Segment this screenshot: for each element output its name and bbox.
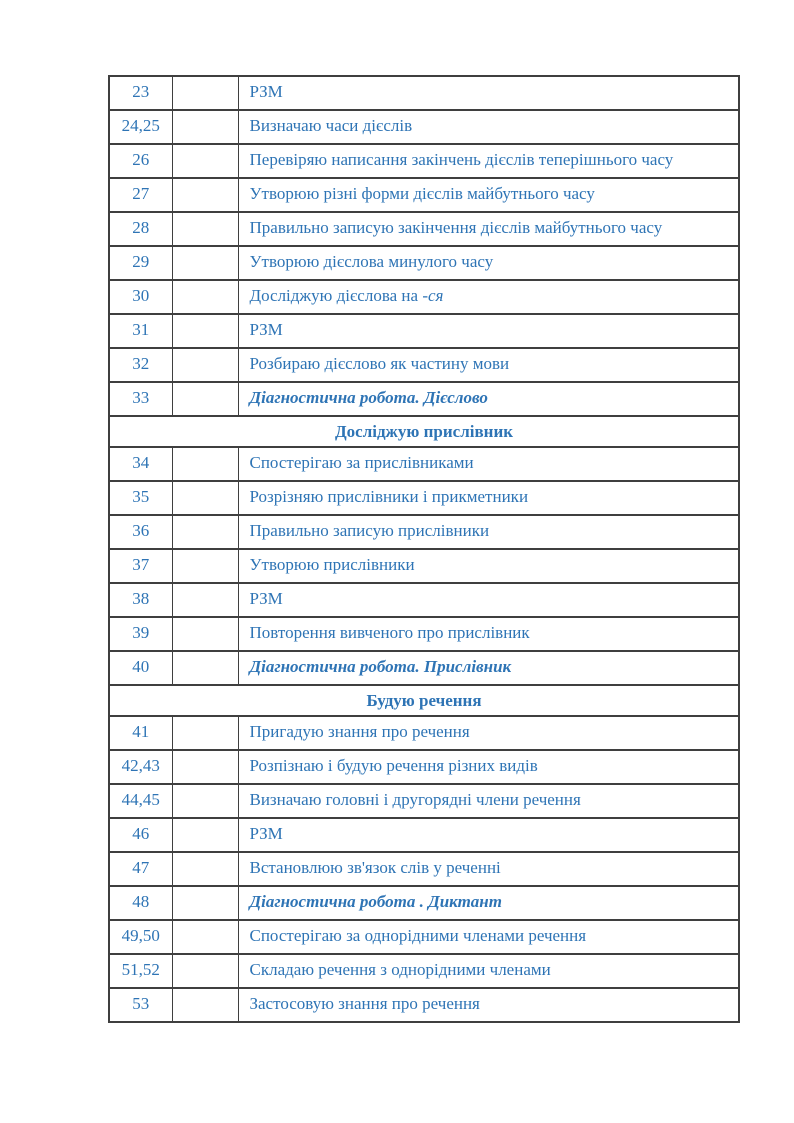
topic-text: РЗМ [249,82,283,101]
lesson-table [108,75,740,1023]
date-cell [172,818,238,852]
lesson-number-cell: 28 [109,212,172,246]
lesson-table-body [109,76,739,1022]
table-row [109,920,739,954]
date-cell [172,481,238,515]
lesson-number-cell: 32 [109,348,172,382]
lesson-number-cell: 39 [109,617,172,651]
topic-text: Досліджую дієслова на [249,286,423,305]
table-row [109,583,739,617]
lesson-number-cell: 46 [109,818,172,852]
topic-text: Розпізнаю і будую речення різних видів [249,756,538,775]
date-cell [172,76,238,110]
topic-cell [238,348,739,382]
table-row [109,280,739,314]
topic-text: Утворюю різні форми дієслів майбутнього часу [249,184,595,203]
date-cell [172,280,238,314]
topic-text: Перевіряю написання закінчень дієслів теперішнього часу [249,150,674,169]
topic-cell [238,481,739,515]
topic-cell [238,212,739,246]
table-row [109,651,739,685]
date-cell [172,852,238,886]
topic-text: Пригадую знання про речення [249,722,470,741]
topic-cell [238,447,739,481]
date-cell [172,348,238,382]
topic-text: Діагностична робота . Диктант [249,892,502,911]
lesson-number-cell: 34 [109,447,172,481]
lesson-number-cell: 35 [109,481,172,515]
section-row [109,685,739,716]
topic-cell [238,280,739,314]
topic-text: Спостерігаю за однорідними членами речення [249,926,587,945]
topic-text: Визначаю головні і другорядні члени речення [249,790,581,809]
topic-text: Спостерігаю за прислівниками [249,453,474,472]
topic-cell [238,988,739,1022]
lesson-number-cell: 41 [109,716,172,750]
lesson-number-cell: 30 [109,280,172,314]
topic-text: Встановлюю зв'язок слів у реченні [249,858,501,877]
topic-text: Діагностична робота. Дієслово [249,388,488,407]
table-row [109,886,739,920]
table-row [109,784,739,818]
lesson-number-cell: 24,25 [109,110,172,144]
table-row [109,716,739,750]
table-row [109,144,739,178]
lesson-number-cell: 26 [109,144,172,178]
table-row [109,178,739,212]
date-cell [172,212,238,246]
topic-text: РЗМ [249,824,283,843]
lesson-number-cell: 33 [109,382,172,416]
lesson-number-cell: 36 [109,515,172,549]
topic-cell [238,716,739,750]
date-cell [172,954,238,988]
date-cell [172,920,238,954]
topic-cell [238,784,739,818]
lesson-number-cell: 47 [109,852,172,886]
table-row [109,515,739,549]
date-cell [172,750,238,784]
lesson-number-cell: 29 [109,246,172,280]
lesson-number-cell: 27 [109,178,172,212]
section-title: Будую речення [109,685,739,716]
table-row [109,481,739,515]
table-row [109,314,739,348]
table-row [109,549,739,583]
topic-cell [238,920,739,954]
topic-text: Розрізняю прислівники і прикметники [249,487,529,506]
table-row [109,852,739,886]
date-cell [172,178,238,212]
lesson-number-cell: 23 [109,76,172,110]
topic-cell [238,246,739,280]
lesson-number-cell: 48 [109,886,172,920]
topic-cell [238,583,739,617]
table-row [109,954,739,988]
table-row [109,988,739,1022]
topic-cell [238,110,739,144]
table-row [109,750,739,784]
lesson-number-cell: 37 [109,549,172,583]
topic-cell [238,515,739,549]
table-row [109,382,739,416]
date-cell [172,716,238,750]
date-cell [172,144,238,178]
lesson-number-cell: 44,45 [109,784,172,818]
topic-text: Утворюю прислівники [249,555,415,574]
topic-text: Діагностична робота. Прислівник [249,657,512,676]
topic-cell [238,76,739,110]
section-row [109,416,739,447]
topic-cell [238,750,739,784]
topic-cell [238,818,739,852]
date-cell [172,988,238,1022]
date-cell [172,314,238,348]
topic-cell [238,314,739,348]
topic-cell [238,382,739,416]
topic-text: Складаю речення з однорідними членами [249,960,551,979]
date-cell [172,110,238,144]
topic-cell [238,886,739,920]
table-row [109,246,739,280]
date-cell [172,886,238,920]
topic-cell [238,178,739,212]
date-cell [172,515,238,549]
topic-text: РЗМ [249,320,283,339]
topic-text: Повторення вивченого про прислівник [249,623,530,642]
lesson-number-cell: 42,43 [109,750,172,784]
topic-text: РЗМ [249,589,283,608]
date-cell [172,651,238,685]
topic-cell [238,617,739,651]
date-cell [172,549,238,583]
topic-text-italic: -ся [422,286,444,305]
topic-text: Правильно записую прислівники [249,521,490,540]
lesson-number-cell: 40 [109,651,172,685]
date-cell [172,583,238,617]
table-row [109,110,739,144]
table-row [109,617,739,651]
date-cell [172,617,238,651]
lesson-number-cell: 53 [109,988,172,1022]
lesson-number-cell: 31 [109,314,172,348]
topic-cell [238,651,739,685]
date-cell [172,447,238,481]
date-cell [172,784,238,818]
section-title: Досліджую прислівник [109,416,739,447]
topic-cell [238,852,739,886]
topic-text: Утворюю дієслова минулого часу [249,252,494,271]
topic-text: Застосовую знання про речення [249,994,480,1013]
topic-cell [238,954,739,988]
table-row [109,447,739,481]
table-row [109,348,739,382]
topic-text: Розбираю дієслово як частину мови [249,354,510,373]
lesson-number-cell: 49,50 [109,920,172,954]
date-cell [172,246,238,280]
table-row [109,212,739,246]
table-row [109,76,739,110]
topic-cell [238,144,739,178]
lesson-number-cell: 51,52 [109,954,172,988]
topic-cell [238,549,739,583]
topic-text: Правильно записую закінчення дієслів майбутнього часу [249,218,663,237]
lesson-number-cell: 38 [109,583,172,617]
date-cell [172,382,238,416]
table-row [109,818,739,852]
topic-text: Визначаю часи дієслів [249,116,413,135]
